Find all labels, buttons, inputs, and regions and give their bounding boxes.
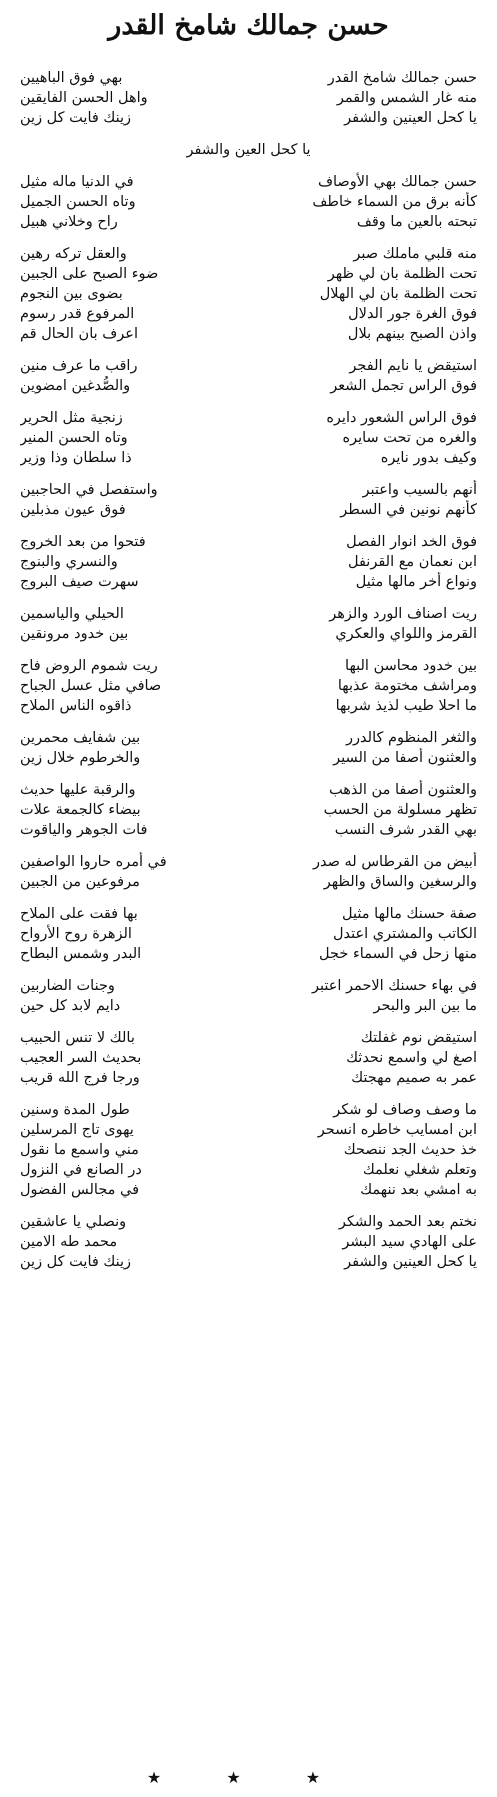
first-hemistich: به امشي بعد ننهمك: [360, 1182, 477, 1198]
verse-line: [20, 356, 477, 376]
first-hemistich: الكاتب والمشتري اعتدل: [332, 926, 477, 942]
verse-line: [20, 88, 477, 108]
verse-line: [20, 140, 477, 160]
verse-line: [20, 1212, 477, 1232]
second-hemistich: بين خدود مرونقين: [20, 626, 129, 642]
verse-line: [20, 304, 477, 324]
verse-line: [20, 1028, 477, 1048]
verse-line: [20, 428, 477, 448]
first-hemistich: والثغر المنظوم كالدرر: [346, 730, 477, 746]
stanza-gap: [20, 468, 477, 480]
stanza-gap: [20, 160, 477, 172]
first-hemistich: تظهر مسلولة من الحسب: [323, 802, 477, 818]
second-hemistich: بين شفايف محمرين: [20, 730, 141, 746]
second-hemistich: زنجية مثل الحرير: [20, 410, 123, 426]
stanza: [20, 656, 477, 716]
first-hemistich: والغره من تحت سايره: [342, 430, 477, 446]
verse-line: [20, 1048, 477, 1068]
second-hemistich: بالك لا تنس الحبيب: [20, 1030, 135, 1046]
second-hemistich: مرفوعين من الجبين: [20, 874, 140, 890]
first-hemistich: يا كحل العينين والشفر: [344, 110, 477, 126]
second-hemistich: محمد طه الامين: [20, 1234, 118, 1250]
stanza: [20, 780, 477, 840]
first-hemistich: واذن الصبح بينهم بلال: [347, 326, 477, 342]
second-hemistich: ذا سلطان وذا وزير: [20, 450, 132, 466]
verse-line: [20, 1140, 477, 1160]
first-hemistich: فوق الراس تجمل الشعر: [330, 378, 477, 394]
verse-line: [20, 376, 477, 396]
second-hemistich: سهرت صيف البروج: [20, 574, 139, 590]
first-hemistich: نختم بعد الحمد والشكر: [338, 1214, 477, 1230]
second-hemistich: زينك فايت كل زين: [20, 1254, 132, 1270]
first-hemistich: كأنه برق من السماء خاطف: [312, 194, 477, 210]
verse-line: [20, 1120, 477, 1140]
verse-line: [20, 324, 477, 344]
second-hemistich: اعرف بان الحال قم: [20, 326, 138, 342]
first-hemistich: والعثنون أصفا من السير: [333, 750, 477, 766]
second-hemistich: في أمره حاروا الواصفين: [20, 854, 167, 870]
first-hemistich: فوق الغرة جور الدلال: [348, 306, 477, 322]
first-hemistich: والعثنون أصفا من الذهب: [328, 782, 477, 798]
verse-line: [20, 480, 477, 500]
verse-line: [20, 728, 477, 748]
verse-line: [20, 448, 477, 468]
first-hemistich: استيقض نوم غفلتك: [360, 1030, 477, 1046]
first-hemistich: ابن نعمان مع القرنفل: [347, 554, 477, 570]
first-hemistich: منه غار الشمس والقمر: [336, 90, 477, 106]
second-hemistich: البدر وشمس البطاح: [20, 946, 142, 962]
verse-line: [20, 624, 477, 644]
stanza: [20, 904, 477, 964]
second-hemistich: وجنات الضاربين: [20, 978, 115, 994]
first-hemistich: ابن امسايب خاطره انسحر: [317, 1122, 477, 1138]
poem-title: حسن جمالك شامخ القدر: [108, 10, 389, 41]
stanza-gap: [20, 592, 477, 604]
second-hemistich: والصُّدغين امضوين: [20, 378, 131, 394]
second-hemistich: راقب ما عرف منين: [20, 358, 138, 374]
second-hemistich: وتاه الحسن المنير: [20, 430, 128, 446]
first-hemistich: تبحته بالعين ما وقف: [356, 214, 477, 230]
first-hemistich: عمر به صميم مهجتك: [351, 1070, 477, 1086]
stanza-gap: [20, 1016, 477, 1028]
verse-line: [20, 944, 477, 964]
verse-line: [20, 976, 477, 996]
stanza: [20, 1100, 477, 1200]
first-hemistich: استيقض يا نايم الفجر: [349, 358, 477, 374]
verse-line: [20, 408, 477, 428]
second-hemistich: بهي فوق الباهيين: [20, 70, 123, 86]
end-stars: ★ ★ ★: [146, 1768, 351, 1787]
stanza-gap: [20, 768, 477, 780]
stanza: [20, 68, 477, 128]
second-hemistich: فوق عيون مذبلين: [20, 502, 126, 518]
second-hemistich: بحديث السر العجيب: [20, 1050, 142, 1066]
stanza: [20, 976, 477, 1016]
first-hemistich: ما بين البر والبحر: [373, 998, 477, 1014]
first-hemistich: والرسغين والساق والظهر: [323, 874, 477, 890]
verse-line: [20, 108, 477, 128]
second-hemistich: صافي مثل عسل الجباح: [20, 678, 162, 694]
first-hemistich: منها زحل في السماء خجل: [319, 946, 477, 962]
verse-line: [20, 172, 477, 192]
verse-line: [20, 820, 477, 840]
stanza: [20, 356, 477, 396]
second-hemistich: فتحوا من بعد الخروج: [20, 534, 146, 550]
stanza: [20, 244, 477, 344]
stanza-gap: [20, 520, 477, 532]
stanza-gap: [20, 128, 477, 140]
second-hemistich: والرقبة عليها حديث: [20, 782, 136, 798]
stanza: [20, 172, 477, 232]
first-hemistich: فوق الراس الشعور دايره: [326, 410, 477, 426]
second-hemistich: مني واسمع ما نقول: [20, 1142, 139, 1158]
stanza-gap: [20, 964, 477, 976]
second-hemistich: الزهرة روح الأرواح: [20, 926, 132, 942]
stanza-gap: [20, 840, 477, 852]
first-hemistich: وكيف بدور نايره: [380, 450, 477, 466]
verse-line: [20, 68, 477, 88]
first-hemistich: خذ حديث الجد ننصحك: [343, 1142, 477, 1158]
verse-line: [20, 676, 477, 696]
second-hemistich: راح وخلاني هبيل: [20, 214, 118, 230]
first-hemistich: ونواع أخر مالها مثيل: [355, 574, 477, 590]
second-hemistich: در الصانع في النزول: [20, 1162, 142, 1178]
first-hemistich: حسن جمالك شامخ القدر: [327, 70, 477, 86]
second-hemistich: المرفوع قدر رسوم: [20, 306, 135, 322]
first-hemistich: ومراشف مختومة عذبها: [337, 678, 477, 694]
stanza: [20, 604, 477, 644]
verse-line: [20, 192, 477, 212]
stanza-gap: [20, 396, 477, 408]
verse-line: [20, 852, 477, 872]
second-hemistich: طول المدة وسنين: [20, 1102, 130, 1118]
first-hemistich: أبيض من القرطاس له صدر: [312, 854, 477, 870]
verse-line: [20, 552, 477, 572]
stanza-gap: [20, 344, 477, 356]
verse-line: [20, 656, 477, 676]
second-hemistich: بها فقت على الملاح: [20, 906, 138, 922]
verse-line: [20, 244, 477, 264]
second-hemistich: ضوء الصبح على الجبين: [20, 266, 159, 282]
first-hemistich: حسن جمالك بهي الأوصاف: [317, 174, 477, 190]
first-hemistich: يا كحل العينين والشفر: [344, 1254, 477, 1270]
first-hemistich: تحت الظلمة بان لي ظهر: [327, 266, 477, 282]
second-hemistich: والخرطوم خلال زين: [20, 750, 141, 766]
first-hemistich: ما وصف وصاف لو شكر: [333, 1102, 477, 1118]
stanza-gap: [20, 1088, 477, 1100]
second-hemistich: يهوى تاج المرسلين: [20, 1122, 134, 1138]
stanza: [20, 1212, 477, 1272]
first-hemistich: تحت الظلمة بان لي الهلال: [319, 286, 477, 302]
second-hemistich: ريت شموم الروض فاح: [20, 658, 158, 674]
first-hemistich: اصغ لي واسمع نحدثك: [346, 1050, 477, 1066]
stanza: [20, 728, 477, 768]
second-hemistich: بضوى بين النجوم: [20, 286, 123, 302]
verse-line: [20, 780, 477, 800]
first-hemistich: صفة حسنك مالها مثيل: [342, 906, 477, 922]
second-hemistich: في مجالس الفضول: [20, 1182, 140, 1198]
verse-line: [20, 532, 477, 552]
verse-line: [20, 996, 477, 1016]
verse-line: [20, 748, 477, 768]
stanza: [20, 408, 477, 468]
stanza-gap: [20, 644, 477, 656]
second-hemistich: فات الجوهر والياقوت: [20, 822, 148, 838]
verse-line: [20, 696, 477, 716]
first-hemistich: كأنهم نونين في السطر: [340, 502, 477, 518]
first-hemistich: أنهم بالسيب واعتبر: [362, 482, 477, 498]
verse-line: [20, 212, 477, 232]
first-hemistich: فوق الخد انوار الفصل: [346, 534, 477, 550]
verse-line: [20, 1232, 477, 1252]
refrain-text: يا كحل العين والشفر: [186, 142, 311, 158]
verse-line: [20, 800, 477, 820]
first-hemistich: في بهاء حسنك الاحمر اعتبر: [312, 978, 477, 994]
second-hemistich: دايم لابد كل حين: [20, 998, 121, 1014]
second-hemistich: واهل الحسن الفايقين: [20, 90, 148, 106]
second-hemistich: واستفصل في الحاجبين: [20, 482, 158, 498]
second-hemistich: ورجا فرج الله قريب: [20, 1070, 140, 1086]
second-hemistich: وتاه الحسن الجميل: [20, 194, 136, 210]
verse-line: [20, 904, 477, 924]
verse-line: [20, 872, 477, 892]
second-hemistich: ونصلي يا عاشقين: [20, 1214, 127, 1230]
verse-line: [20, 1252, 477, 1272]
first-hemistich: بين خدود محاسن البها: [345, 658, 477, 674]
second-hemistich: في الدنيا ماله مثيل: [20, 174, 134, 190]
stanza-gap: [20, 232, 477, 244]
stanza-gap: [20, 716, 477, 728]
second-hemistich: والنسري والبنوج: [20, 554, 118, 570]
second-hemistich: والعقل تركه رهين: [20, 246, 127, 262]
second-hemistich: ذاقوه الناس الملاح: [20, 698, 132, 714]
poem-body: [20, 68, 477, 1272]
verse-line: [20, 572, 477, 592]
first-hemistich: القرمز واللواي والعكري: [335, 626, 477, 642]
stanza: [20, 532, 477, 592]
stanza-gap: [20, 1200, 477, 1212]
verse-line: [20, 924, 477, 944]
stanza: [20, 140, 477, 160]
first-hemistich: بهي القدر شرف النسب: [334, 822, 477, 838]
verse-line: [20, 284, 477, 304]
verse-line: [20, 264, 477, 284]
verse-line: [20, 500, 477, 520]
second-hemistich: الحيلي والياسمين: [20, 606, 124, 622]
stanza: [20, 852, 477, 892]
first-hemistich: وتعلم شغلي نعلمك: [362, 1162, 477, 1178]
verse-line: [20, 1160, 477, 1180]
verse-line: [20, 604, 477, 624]
stanza: [20, 480, 477, 520]
first-hemistich: على الهادي سيد البشر: [342, 1234, 477, 1250]
verse-line: [20, 1100, 477, 1120]
second-hemistich: بيضاء كالجمعة علات: [20, 802, 141, 818]
first-hemistich: منه قلبي ماملك صبر: [353, 246, 477, 262]
stanza: [20, 1028, 477, 1088]
second-hemistich: زينك فايت كل زين: [20, 110, 132, 126]
verse-line: [20, 1180, 477, 1200]
stanza-gap: [20, 892, 477, 904]
verse-line: [20, 1068, 477, 1088]
first-hemistich: ريت اصناف الورد والزهر: [329, 606, 477, 622]
first-hemistich: ما احلا طيب لذيذ شربها: [335, 698, 477, 714]
